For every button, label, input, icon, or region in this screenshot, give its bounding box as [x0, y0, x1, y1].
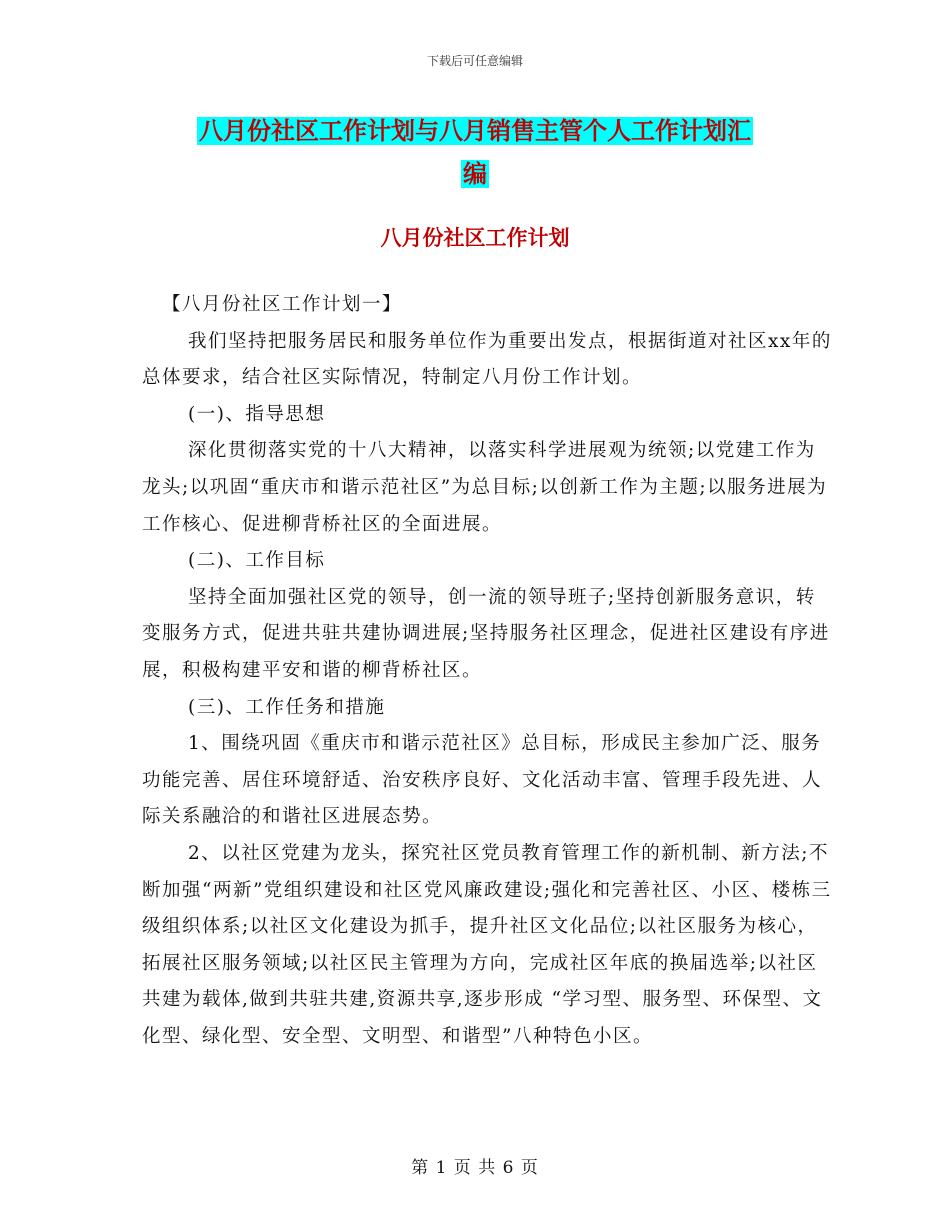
- header-note: 下载后可任意编辑: [426, 54, 523, 68]
- paragraph-heading-tasks: (三)、工作任务和措施: [188, 696, 386, 718]
- paragraph-goals: 坚持全面加强社区党的领导，创一流的领导班子;坚持创新服务意识，转变服务方式，促进共驻共建协调进展;坚持服务社区理念，促进社区建设有序进展，积极构建平安和谐的柳背桥社区。: [142, 586, 830, 681]
- section-heading: 八月份社区工作计划: [380, 226, 570, 250]
- paragraph-guiding: 深化贯彻落实党的十八大精神，以落实科学进展观为统领;以党建工作为龙头;以巩固“重庆市和谐示范社区”为总目标;以创新工作为主题;以服务进展为工作核心、促进柳背桥社区的全面进展。: [142, 440, 828, 535]
- page-footer: 第 1 页 共 6 页: [411, 1158, 539, 1178]
- document-title-text-1: 八月份社区工作计划与八月销售主管个人工作计划汇: [199, 117, 751, 145]
- paragraph-task-2: 2、以社区党建为龙头，探究社区党员教育管理工作的新机制、新方法;不断加强“两新”党组织建设和社区党风廉政建设;强化和完善社区、小区、楼栋三级组织体系;以社区文化建设为抓手，提升社区文化品位;以社区服务为核心，拓展社区服务领域;以社区民主管理为方向，完成社区年底的换届选举;以社区共建为载体,做到共驻共建,资源共享,逐步形成 “学习型、服务型、环保型、文化型、绿化型、安全型、文明型、和谐型”八种特色小区。: [142, 842, 832, 1047]
- paragraph-heading-goals: (二)、工作目标: [188, 550, 326, 572]
- document-title-line-2: [0, 158, 950, 190]
- document-title-text-2: 编: [463, 160, 487, 188]
- paragraph-plan-label: 【八月份社区工作计划一】: [162, 294, 403, 315]
- paragraph-intro: 我们坚持把服务居民和服务单位作为重要出发点，根据街道对社区xx年的总体要求，结合社区实际情况，特制定八月份工作计划。: [142, 330, 832, 389]
- document-title-line-1: [0, 115, 950, 147]
- paragraph-task-1: 1、围绕巩固《重庆市和谐示范社区》总目标，形成民主参加广泛、服务功能完善、居住环境舒适、治安秩序良好、文化活动丰富、管理手段先进、人际关系融洽的和谐社区进展态势。: [142, 733, 823, 828]
- document-body: [142, 287, 832, 1055]
- paragraph-heading-guiding: (一)、指导思想: [188, 403, 326, 425]
